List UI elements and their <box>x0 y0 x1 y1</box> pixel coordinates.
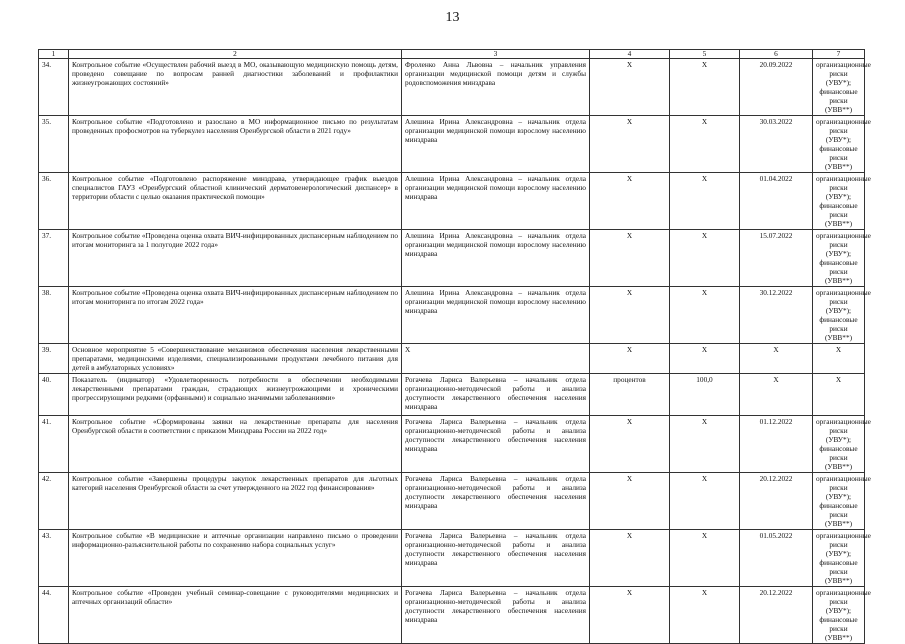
deadline-date: 15.07.2022 <box>740 230 813 287</box>
value-cell: Х <box>670 230 740 287</box>
value-cell: Х <box>670 530 740 587</box>
responsible-person: Рогачева Лариса Валерьевна – начальник отдела организационно-методической работы и анализа доступности лекарственного обеспечения населения минздрава <box>402 416 590 473</box>
value-cell: Х <box>670 473 740 530</box>
table-row <box>39 173 865 230</box>
header-cell: 7 <box>813 50 865 59</box>
risk-cell: организационные риски (УВУ*); финансовые риски (УВВ**) <box>813 473 865 530</box>
row-number: 35. <box>39 116 69 173</box>
header-cell: 1 <box>39 50 69 59</box>
table-row <box>39 344 865 374</box>
row-number: 43. <box>39 530 69 587</box>
responsible-person: Алешина Ирина Александровна – начальник отдела организации медицинской помощи взрослому населению минздрава <box>402 116 590 173</box>
value-cell: Х <box>670 59 740 116</box>
deadline-date: 01.05.2022 <box>740 530 813 587</box>
value-cell: 100,0 <box>670 374 740 416</box>
table-row <box>39 530 865 587</box>
value-cell: Х <box>670 416 740 473</box>
risk-cell: Х <box>813 374 865 416</box>
responsible-person: Алешина Ирина Александровна – начальник отдела организации медицинской помощи взрослому населению минздрава <box>402 230 590 287</box>
risk-cell: организационные риски (УВУ*); финансовые риски (УВВ**) <box>813 530 865 587</box>
unit-cell: Х <box>590 587 670 644</box>
event-description: Контрольное событие «Сформированы заявки на лекарственные препараты для населения Оренбургской области в соответствии с приказом Минздрава России на 2022 год» <box>69 416 402 473</box>
unit-cell: Х <box>590 116 670 173</box>
header-cell: 2 <box>69 50 402 59</box>
event-description: Контрольное событие «Проведен учебный семинар-совещание с руководителями медицинских и аптечных организаций области» <box>69 587 402 644</box>
deadline-date: 20.12.2022 <box>740 473 813 530</box>
value-cell: Х <box>670 344 740 374</box>
deadline-date: Х <box>740 344 813 374</box>
value-cell: Х <box>670 116 740 173</box>
risk-cell: организационные риски (УВУ*); финансовые риски (УВВ**) <box>813 230 865 287</box>
unit-cell: Х <box>590 344 670 374</box>
unit-cell: Х <box>590 287 670 344</box>
table-row <box>39 587 865 644</box>
unit-cell: Х <box>590 230 670 287</box>
responsible-person: Рогачева Лариса Валерьевна – начальник отдела организационно-методической работы и анализа доступности лекарственного обеспечения населения минздрава <box>402 587 590 644</box>
event-description: Контрольное событие «Осуществлен рабочий выезд в МО, оказывающую медицинскую помощь детям, проведено совещание по вопросам ранней диагностики заболеваний и профилактики жизнеугрожающих состояний» <box>69 59 402 116</box>
risk-cell: организационные риски (УВУ*); финансовые риски (УВВ**) <box>813 173 865 230</box>
table-row <box>39 473 865 530</box>
row-number: 44. <box>39 587 69 644</box>
header-row <box>39 50 865 59</box>
responsible-person: Алешина Ирина Александровна – начальник отдела организации медицинской помощи взрослому населению минздрава <box>402 173 590 230</box>
table-row <box>39 374 865 416</box>
event-description: Контрольное событие «Завершены процедуры закупок лекарственных препаратов для льготных категорий населения Оренбургской области за счет утвержденного на 2022 год финансирования» <box>69 473 402 530</box>
responsible-person: Алешина Ирина Александровна – начальник отдела организации медицинской помощи взрослому населению минздрава <box>402 287 590 344</box>
responsible-person: Рогачева Лариса Валерьевна – начальник отдела организационно-методической работы и анализа доступности лекарственного обеспечения населения минздрава <box>402 530 590 587</box>
event-description: Контрольное событие «Проведена оценка охвата ВИЧ-инфицированных диспансерным наблюдением по итогам мониторинга по итогам 2022 года» <box>69 287 402 344</box>
unit-cell: Х <box>590 173 670 230</box>
unit-cell: Х <box>590 59 670 116</box>
page-number: 13 <box>445 10 460 25</box>
risk-cell: организационные риски (УВУ*); финансовые риски (УВВ**) <box>813 416 865 473</box>
unit-cell: процентов <box>590 374 670 416</box>
header-cell: 4 <box>590 50 670 59</box>
event-description: Показатель (индикатор) «Удовлетворенность потребности в обеспечении необходимыми лекарственными препаратами граждан, страдающих жизнеугрожающими и хроническими прогрессирующими редкими (орфанными) и социально значимыми заболеваниями» <box>69 374 402 416</box>
deadline-date: 20.09.2022 <box>740 59 813 116</box>
risk-cell: организационные риски (УВУ*); финансовые риски (УВВ**) <box>813 287 865 344</box>
row-number: 42. <box>39 473 69 530</box>
risk-cell: организационные риски (УВУ*); финансовые риски (УВВ**) <box>813 59 865 116</box>
risk-cell: Х <box>813 344 865 374</box>
table-row <box>39 116 865 173</box>
row-number: 40. <box>39 374 69 416</box>
unit-cell: Х <box>590 473 670 530</box>
responsible-person: Рогачева Лариса Валерьевна – начальник отдела организационно-методической работы и анализа доступности лекарственного обеспечения населения минздрава <box>402 473 590 530</box>
event-description: Контрольное событие «Проведена оценка охвата ВИЧ-инфицированных диспансерным наблюдением по итогам мониторинга за 1 полугодие 2022 года» <box>69 230 402 287</box>
table-row <box>39 416 865 473</box>
header-cell: 6 <box>740 50 813 59</box>
row-number: 39. <box>39 344 69 374</box>
deadline-date: 01.04.2022 <box>740 173 813 230</box>
deadline-date: 30.03.2022 <box>740 116 813 173</box>
row-number: 41. <box>39 416 69 473</box>
table-row <box>39 230 865 287</box>
risk-cell: организационные риски (УВУ*); финансовые риски (УВВ**) <box>813 587 865 644</box>
responsible-person: Х <box>402 344 590 374</box>
plan-table <box>38 49 871 644</box>
row-number: 36. <box>39 173 69 230</box>
event-description: Контрольное событие «Подготовлено и разослано в МО информационное письмо по результатам проведенных профосмотров на туберкулез населения Оренбургской области в 2021 году» <box>69 116 402 173</box>
table-row <box>39 287 865 344</box>
deadline-date: 01.12.2022 <box>740 416 813 473</box>
value-cell: Х <box>670 287 740 344</box>
row-number: 38. <box>39 287 69 344</box>
responsible-person: Рогачева Лариса Валерьевна – начальник отдела организационно-методической работы и анализа доступности лекарственного обеспечения населения минздрава <box>402 374 590 416</box>
unit-cell: Х <box>590 530 670 587</box>
risk-cell: организационные риски (УВУ*); финансовые риски (УВВ**) <box>813 116 865 173</box>
deadline-date: Х <box>740 374 813 416</box>
unit-cell: Х <box>590 416 670 473</box>
responsible-person: Фроленко Анна Львовна – начальник управления организации медицинской помощи детям и службы родовспоможения минздрава <box>402 59 590 116</box>
deadline-date: 30.12.2022 <box>740 287 813 344</box>
deadline-date: 20.12.2022 <box>740 587 813 644</box>
event-description: Контрольное событие «Подготовлено распоряжение минздрава, утверждающее график выездов специалистов ГАУЗ «Оренбургский областной клинический дерматовенерологический диспансер» в территории области с целью оказания практической помощи» <box>69 173 402 230</box>
event-description: Основное мероприятие 5 «Совершенствование механизмов обеспечения населения лекарственными препаратами, медицинскими изделиями, специализированными продуктами лечебного питания для детей в амбулаторных условиях» <box>69 344 402 374</box>
value-cell: Х <box>670 587 740 644</box>
value-cell: Х <box>670 173 740 230</box>
header-cell: 3 <box>402 50 590 59</box>
header-cell: 5 <box>670 50 740 59</box>
row-number: 37. <box>39 230 69 287</box>
row-number: 34. <box>39 59 69 116</box>
event-description: Контрольное событие «В медицинские и аптечные организации направлено письмо о проведении информационно-разъяснительной работы по сохранению набора социальных услуг» <box>69 530 402 587</box>
table-row <box>39 59 865 116</box>
